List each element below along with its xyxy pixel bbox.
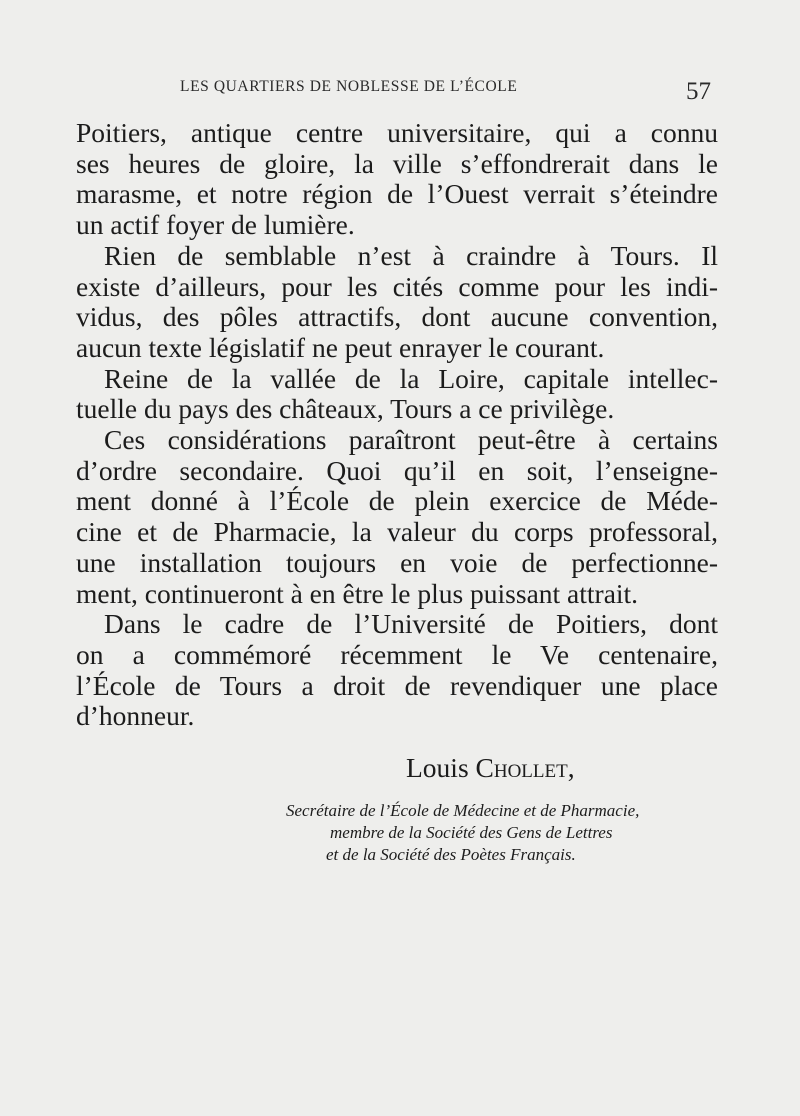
text-line: un actif foyer de lumière. (76, 209, 355, 241)
signature-affiliation (282, 800, 722, 866)
running-title: LES QUARTIERS DE NOBLESSE DE L’ÉCOLE (180, 78, 518, 95)
text-line: vidus, des pôles attractifs, dont aucune convention, (76, 301, 718, 333)
affiliation-line: membre de la Société des Gens de Lettres (330, 823, 613, 842)
text-line: ses heures de gloire, la ville s’effondrerait dans le (76, 147, 718, 179)
affiliation-line: Secrétaire de l’École de Médecine et de Pharmacie, (286, 801, 640, 820)
text-line: l’École de Tours a droit de revendiquer une place (76, 669, 718, 701)
signature (406, 752, 575, 784)
body-text (76, 118, 718, 732)
paragraph-first-line: Reine de la vallée de la Loire, capitale intellec- (104, 362, 718, 394)
text-line: ment, continueront à en être le plus puissant attrait. (76, 577, 639, 609)
text-line: Poitiers, antique centre universitaire, qui a connu (76, 117, 718, 148)
text-line: on a commémoré récemment le Ve centenaire, (76, 638, 718, 670)
page-number: 57 (686, 78, 711, 105)
text-line: cine et de Pharmacie, la valeur du corps professoral, (76, 516, 718, 548)
text-line: ment donné à l’École de plein exercice de Méde- (76, 485, 718, 517)
text-line: marasme, et notre région de l’Ouest verrait s’éteindre (76, 178, 718, 210)
text-line: tuelle du pays des châteaux, Tours a ce privilège. (76, 393, 615, 425)
text-line: aucun texte législatif ne peut enrayer le courant. (76, 331, 605, 363)
signature-surname: Chollet, (475, 752, 575, 783)
signature-first-name: Louis (406, 752, 469, 783)
paragraph-first-line: Rien de semblable n’est à craindre à Tours. Il (104, 239, 718, 271)
text-line: existe d’ailleurs, pour les cités comme pour les indi- (76, 270, 718, 302)
text-line: une installation toujours en voie de perfectionne- (76, 546, 718, 578)
text-line: d’ordre secondaire. Quoi qu’il en soit, l’enseigne- (76, 454, 718, 486)
text-line: d’honneur. (76, 700, 195, 732)
paragraph-first-line: Ces considérations paraîtront peut-être à certains (104, 424, 718, 456)
affiliation-line: et de la Société des Poètes Français. (326, 845, 576, 864)
paragraph-first-line: Dans le cadre de l’Université de Poitiers, dont (104, 608, 718, 640)
